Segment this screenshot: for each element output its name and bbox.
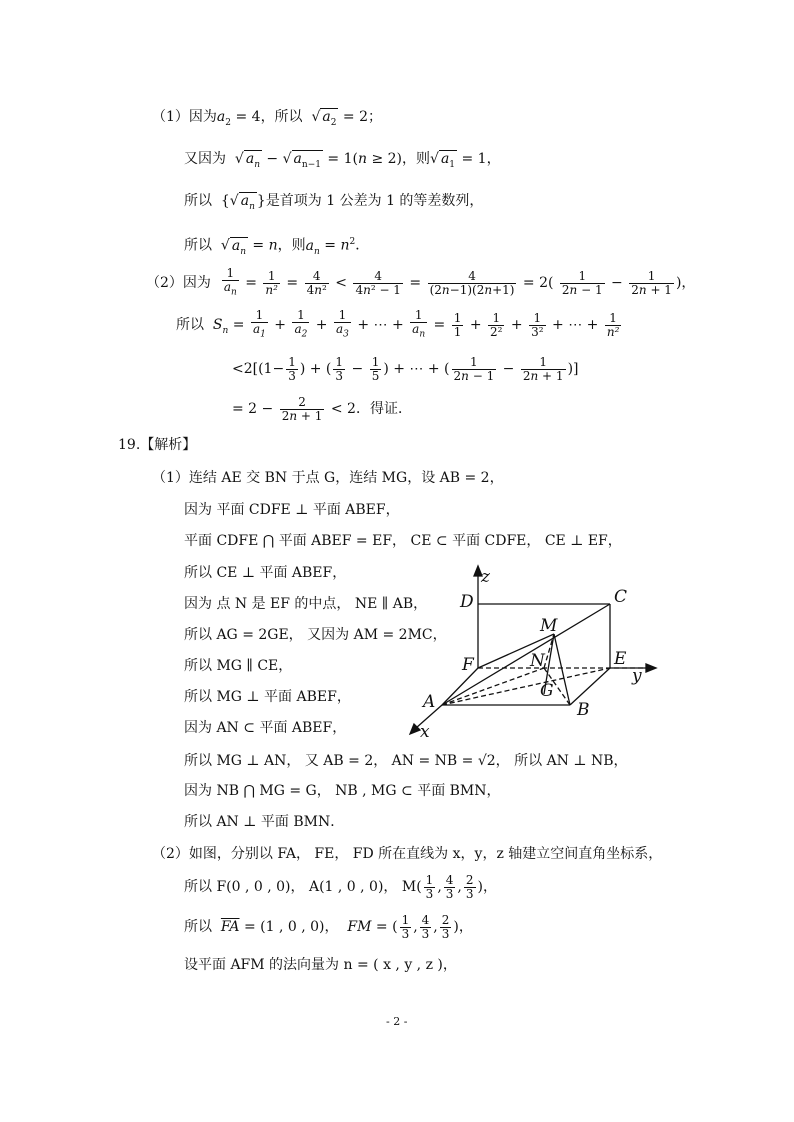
p1-line4: 所以 √ $a_n = n$，则$a_n = n^2$． <box>184 237 370 257</box>
q19-line: 所以 MG ⊥ 平面 ABEF， <box>184 689 351 705</box>
label-z: z <box>481 567 490 587</box>
q19-s1-line0: （1）连结 AE 交 BN 于点 G，连结 MG，设 AB = 2， <box>152 470 504 486</box>
edge-be <box>570 668 610 705</box>
q19-line: 所以 CE ⊥ 平面 ABEF， <box>184 565 347 581</box>
label-n: N <box>530 651 545 671</box>
label-m: M <box>540 616 558 636</box>
label-x: x <box>420 722 430 742</box>
label-g: G <box>540 681 554 701</box>
q19-line: 平面 CDFE ⋂ 平面 ABEF = EF， CE ⊂ 平面 CDFE， CE ⊥ EF， <box>184 533 622 549</box>
q19-line: 因为 平面 CDFE ⊥ 平面 ABEF， <box>184 502 400 518</box>
edge-mb <box>554 634 570 705</box>
label-e: E <box>614 649 627 669</box>
label-b: B <box>577 700 590 720</box>
p2-line2: 所以 $S_n$ = $\frac{1}{a_1}$ + $\frac{1}{a_2}$ + $\frac{1}{a_3}$ + ⋯ + $\frac{1}{a_n}$ = $\frac{1}{1}$ + $\frac{1}{\text{2²}}$ + $\frac{1}{\text{3²}}$ + ⋯ + $\frac{1}{\text{n²}}$ <box>176 307 620 340</box>
p2-line1: （2）因为 $\frac{1}{a_n}$ = $\frac{1}{\text{n²}}$ = $\frac{4}{\text{4n²}}$ < $\frac{4}{\text{4n² − 1}}$ = $\frac{4}{(2n-1)(2n+1)}$ = 2( $\frac{1}{2n - 1}$ − $\frac{1}{2n + 1}$ )， <box>146 265 696 298</box>
q19-line: 所以 AG = 2GE， 又因为 AM = 2MC， <box>184 627 447 643</box>
p2-line4: = 2 − $\frac{2}{2n + 1}$ < 2．得证． <box>232 394 412 423</box>
p1-line2: 又因为 √ $a_n$ − √ $a_{n-1} = 1(n \ge 2)$，则√ $a_1 = 1$， <box>184 151 501 170</box>
label-y: y <box>632 666 642 686</box>
q19-line: 因为 AN ⊂ 平面 ABEF， <box>184 720 347 736</box>
label-c: C <box>614 587 628 607</box>
q19-s2-line1: （2）如图，分别以 FA， FE， FD 所在直线为 x，y，z 轴建立空间直角坐标系， <box>152 846 663 862</box>
q19-s2-line3: 所以 $\overline{FA} = (1$ , 0 , 0)， FM = ( $\frac{1}{3}$ , $\frac{4}{3}$ , $\frac{2}{3}$ )， <box>184 912 473 941</box>
q19-line: 所以 MG ⊥ AN， 又 AB = 2， AN = NB = √2， 所以 AN ⊥ NB， <box>184 753 628 769</box>
q19-s2-line4: 设平面 AFM 的法向量为 n = ( x , y , z )， <box>184 957 457 973</box>
p1-line3: 所以 {√ $a_n$ }是首项为 1 公差为 1 的等差数列， <box>184 193 484 212</box>
label-d: D <box>460 592 474 612</box>
q19-line: 因为 NB ⋂ MG = G， NB , MG ⊂ 平面 BMN， <box>184 783 501 799</box>
q19-title: 19.【解析】 <box>118 437 197 453</box>
q19-s2-line2: 所以 F(0 , 0 , 0)， A(1 , 0 , 0)， M( $\frac{1}{3}$ , $\frac{4}{3}$ , $\frac{2}{3}$ )， <box>184 872 497 901</box>
p1-line1: （1）因为$a_2 = 4$，所以 √ $a_2 = 2$； <box>152 109 383 128</box>
q19-line: 因为 点 N 是 EF 的中点， NE ∥ AB， <box>184 596 428 612</box>
page-number: - 2 - <box>386 1015 408 1028</box>
q19-line: 所以 AN ⊥ 平面 BMN． <box>184 814 345 830</box>
q19-line: 所以 MG ∥ CE， <box>184 658 293 674</box>
p2-line3: <2[(1− $\frac{1}{3}$ ) + ( $\frac{1}{3}$ − $\frac{1}{5}$ ) + ⋯ + ( $\frac{1}{2n - 1}$ − $\frac{1}{2n + 1}$ )] <box>232 354 579 383</box>
y-arrow <box>646 664 656 672</box>
label-a: A <box>423 692 436 712</box>
label-f: F <box>462 655 474 675</box>
